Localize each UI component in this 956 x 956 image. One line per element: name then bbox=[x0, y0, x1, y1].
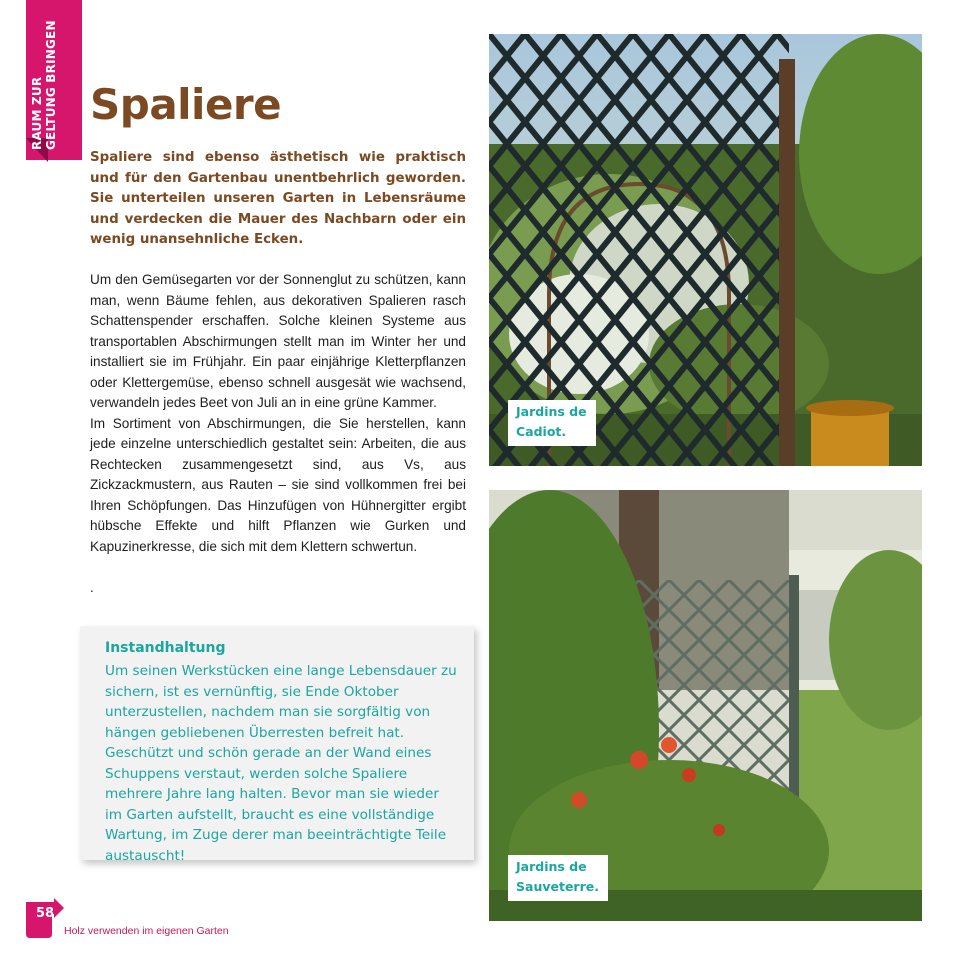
body-paragraph-1: Um den Gemüsegarten vor der Sonnenglut zu schützen, kann man, wenn Bäume fehlen, aus dekorativen Spalieren rasch Schattenspender erschaffen. Solche kleinen Systeme aus transportablen Abschirmungen stellt man im Winter her und installiert sie im Frühjahr. Ein paar einjährige Kletterpflanzen oder Klettergemüse, ebenso schnell ausgesät wie wachsend, verwandeln jedes Beet von Juli an in eine grüne Kammer. bbox=[90, 272, 466, 410]
chapter-tab-label bbox=[30, 20, 58, 150]
body-text bbox=[90, 270, 466, 557]
photo-caption-sauveterre: Jardins de Sauveterre. bbox=[508, 855, 608, 901]
page-title: Spaliere bbox=[90, 80, 282, 129]
body-trailing-dot: . bbox=[90, 580, 94, 595]
chapter-tab-line1: RAUM ZUR bbox=[30, 76, 44, 150]
body-paragraph-2: Im Sortiment von Abschirmungen, die Sie herstellen, kann jede einzelne unterschiedlich gestaltet sein: Arbeiten, die aus Rechtecken zusammengesetzt sind, aus Vs, aus Zickzackmustern, aus Rauten – sie sind vollkommen frei bei Ihren Schöpfungen. Das Hinzufügen von Hühnergitter ergibt hübsche Effekte und hilft Pflanzen wie Gurken und Kapuzinerkresse, die sich mit dem Klettern schwertun. bbox=[90, 415, 466, 554]
page-number: 58 bbox=[35, 906, 55, 921]
chapter-tab-line2: GELTUNG BRINGEN bbox=[44, 20, 58, 150]
intro-text: Spaliere sind ebenso ästhetisch wie praktisch und für den Gartenbau unentbehrlich geworden. Sie unterteilen unseren Garten in Lebensräume und verdecken die Mauer des Nachbarn oder ein wenig unansehnliche Ecken. bbox=[90, 150, 466, 247]
photo-caption-cadiot: Jardins de Cadiot. bbox=[508, 400, 596, 446]
info-box bbox=[80, 626, 474, 864]
info-box-text: Um seinen Werkstücken eine lange Lebensdauer zu sichern, ist es vernünftig, sie Ende Oktober unterzustellen, nachdem man sie sorgfältig von hängen gebliebenen Überresten befreit hat. Geschützt und schön gerade an der Wand eines Schuppens verstaut, werden solche Spaliere mehrere Jahre lang halten. Bevor man sie wieder im Garten aufstellt, braucht es eine vollständige Wartung, im Zuge derer man beeinträchtigte Teile austauscht! bbox=[105, 663, 457, 864]
info-box-title: Instandhaltung bbox=[105, 640, 226, 656]
footer-book-title: Holz verwenden im eigenen Garten bbox=[64, 925, 229, 937]
